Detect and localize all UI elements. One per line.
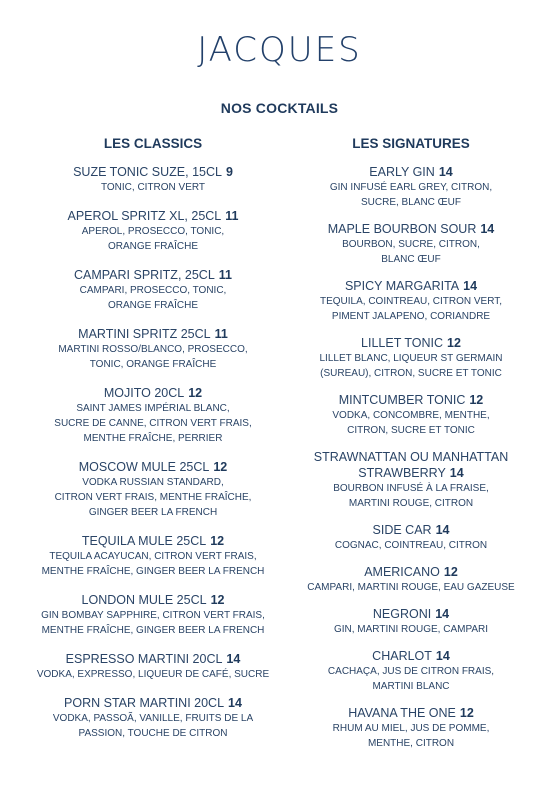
cocktail-ingredients: MENTHE FRAÎCHE, GINGER BEER LA FRENCH	[41, 625, 265, 636]
cocktail-price: 12	[443, 565, 458, 579]
cocktail-heading	[18, 651, 288, 667]
cocktail-ingredients: (SUREAU), CITRON, SUCRE ET TONIC	[320, 368, 502, 379]
cocktail-item	[276, 278, 546, 324]
column-title: LES CLASSICS	[103, 136, 203, 151]
cocktail-name: STRAWNATTAN OU MANHATTAN STRAWBERRY	[313, 450, 509, 480]
cocktail-price: 12	[469, 393, 484, 407]
cocktail-ingredients: GINGER BEER LA FRENCH	[88, 507, 218, 518]
cocktail-ingredients: CAMPARI, MARTINI ROUGE, EAU GAZEUSE	[307, 582, 515, 593]
cocktail-ingredients: TONIC, ORANGE FRAÎCHE	[89, 359, 217, 370]
cocktail-name: EARLY GIN	[369, 165, 435, 179]
cocktail-price: 12	[213, 460, 228, 474]
cocktail-name: LILLET TONIC	[361, 336, 444, 350]
cocktail-ingredients: GIN INFUSÉ EARL GREY, CITRON,	[329, 182, 493, 193]
cocktail-heading	[18, 208, 288, 224]
cocktail-name: CHARLOT	[372, 649, 432, 663]
cocktail-ingredients: MARTINI BLANC	[372, 681, 450, 692]
cocktail-price: 12	[210, 534, 225, 548]
cocktail-name: NEGRONI	[372, 607, 432, 621]
cocktail-name: PORN STAR MARTINI 20CL	[64, 696, 225, 710]
cocktail-ingredients: ORANGE FRAÎCHE	[107, 241, 198, 252]
cocktail-heading	[18, 592, 288, 608]
cocktail-ingredients: VODKA, EXPRESSO, LIQUEUR DE CAFÉ, SUCRE	[36, 669, 270, 680]
cocktail-price: 14	[480, 222, 495, 236]
cocktail-name: ESPRESSO MARTINI 20CL	[65, 652, 223, 666]
cocktail-ingredients: TEQUILA ACAYUCAN, CITRON VERT FRAIS,	[49, 551, 257, 562]
cocktail-ingredients: SUCRE, BLANC ŒUF	[360, 197, 461, 208]
cocktail-heading	[18, 267, 288, 283]
cocktail-name: SUZE TONIC SUZE, 15CL	[73, 165, 222, 179]
cocktail-price: 14	[228, 696, 242, 710]
cocktail-price: 9	[225, 165, 233, 179]
cocktail-price: 14	[226, 652, 241, 666]
cocktail-ingredients: LILLET BLANC, LIQUEUR ST GERMAIN	[319, 353, 503, 364]
cocktail-heading	[276, 648, 546, 664]
cocktail-ingredients: CACHAÇA, JUS DE CITRON FRAIS,	[327, 666, 495, 677]
cocktail-ingredients: ORANGE FRAÎCHE	[107, 300, 198, 311]
cocktail-ingredients: TONIC, CITRON VERT	[100, 182, 206, 193]
cocktail-ingredients: RHUM AU MIEL, JUS DE POMME,	[332, 723, 490, 734]
cocktail-price: 14	[449, 466, 464, 480]
cocktail-heading	[276, 606, 546, 622]
cocktail-heading	[18, 385, 288, 401]
cocktail-name: MOJITO 20CL	[103, 386, 185, 400]
cocktail-heading	[276, 278, 546, 294]
cocktail-list	[18, 164, 288, 741]
cocktail-price: 12	[447, 336, 461, 350]
cocktail-ingredients: COGNAC, COINTREAU, CITRON	[334, 540, 488, 551]
cocktail-ingredients: CAMPARI, PROSECCO, TONIC,	[79, 285, 227, 296]
cocktail-price: 14	[435, 649, 450, 663]
cocktail-heading	[276, 564, 546, 580]
cocktail-price: 14	[435, 523, 450, 537]
cocktail-item	[18, 267, 288, 313]
cocktail-ingredients: BLANC ŒUF	[381, 254, 441, 265]
cocktail-name: CAMPARI SPRITZ, 25CL	[74, 268, 215, 282]
section-title: NOS COCKTAILS	[220, 100, 339, 116]
cocktail-name: MAPLE BOURBON SOUR	[327, 222, 477, 236]
cocktail-name: MINTCUMBER TONIC	[338, 393, 466, 407]
cocktail-item	[276, 392, 546, 438]
cocktail-item	[18, 651, 288, 682]
column-classics	[18, 136, 288, 754]
cocktail-price: 12	[188, 386, 203, 400]
cocktail-item	[276, 705, 546, 751]
cocktail-ingredients: BOURBON, SUCRE, CITRON,	[342, 239, 480, 250]
cocktail-name: HAVANA THE ONE	[348, 706, 456, 720]
cocktail-name: SIDE CAR	[372, 523, 432, 537]
cocktail-ingredients: MENTHE FRAÎCHE, GINGER BEER LA FRENCH	[41, 566, 265, 577]
cocktail-heading	[18, 164, 288, 180]
cocktail-ingredients: BOURBON INFUSÉ À LA FRAISE,	[333, 483, 489, 494]
cocktail-price: 14	[463, 279, 478, 293]
cocktail-item	[276, 648, 546, 694]
cocktail-name: AMERICANO	[364, 565, 440, 579]
cocktail-item	[276, 564, 546, 595]
cocktail-heading	[18, 695, 288, 711]
cocktail-item	[18, 326, 288, 372]
cocktail-item	[276, 164, 546, 210]
cocktail-ingredients: APEROL, PROSECCO, TONIC,	[81, 226, 225, 237]
cocktail-price: 14	[438, 165, 453, 179]
cocktail-name: SPICY MARGARITA	[344, 279, 460, 293]
cocktail-ingredients: TEQUILA, COINTREAU, CITRON VERT,	[319, 296, 503, 307]
cocktail-ingredients: MARTINI ROSSO/BLANCO, PROSECCO,	[58, 344, 248, 355]
cocktail-heading	[276, 221, 546, 237]
cocktail-item	[18, 695, 288, 741]
cocktail-price: 12	[459, 706, 474, 720]
cocktail-item	[18, 592, 288, 638]
cocktail-item	[18, 208, 288, 254]
cocktail-item	[18, 385, 288, 446]
cocktail-ingredients: VODKA, CONCOMBRE, MENTHE,	[332, 410, 490, 421]
cocktail-ingredients: SAINT JAMES IMPÉRIAL BLANC,	[76, 403, 230, 414]
column-title: LES SIGNATURES	[352, 136, 470, 151]
cocktail-ingredients: GIN BOMBAY SAPPHIRE, CITRON VERT FRAIS,	[41, 610, 265, 621]
cocktail-price: 11	[225, 209, 239, 223]
brand-logo: JACQUES	[197, 30, 362, 70]
cocktail-item	[276, 221, 546, 267]
cocktail-heading	[276, 449, 546, 481]
cocktail-ingredients: MENTHE FRAÎCHE, PERRIER	[83, 433, 223, 444]
cocktail-price: 11	[214, 327, 228, 341]
cocktail-list	[276, 164, 546, 751]
cocktail-ingredients: PIMENT JALAPENO, CORIANDRE	[331, 311, 491, 322]
cocktail-item	[18, 164, 288, 195]
cocktail-ingredients: PASSION, TOUCHE DE CITRON	[78, 728, 228, 739]
cocktail-item	[276, 449, 546, 511]
cocktail-ingredients: VODKA RUSSIAN STANDARD,	[82, 477, 224, 488]
cocktail-item	[18, 533, 288, 579]
cocktail-ingredients: SUCRE DE CANNE, CITRON VERT FRAIS,	[54, 418, 252, 429]
cocktail-name: TEQUILA MULE 25CL	[81, 534, 207, 548]
cocktail-ingredients: GIN, MARTINI ROUGE, CAMPARI	[333, 624, 489, 635]
cocktail-heading	[276, 522, 546, 538]
cocktail-ingredients: MARTINI ROUGE, CITRON	[348, 498, 474, 509]
cocktail-name: APEROL SPRITZ XL, 25CL	[67, 209, 222, 223]
cocktail-heading	[18, 326, 288, 342]
cocktail-item	[276, 606, 546, 637]
cocktail-ingredients: CITRON, SUCRE ET TONIC	[347, 425, 475, 436]
cocktail-heading	[18, 459, 288, 475]
cocktail-item	[276, 335, 546, 381]
cocktail-ingredients: MENTHE, CITRON	[367, 738, 455, 749]
cocktail-name: MOSCOW MULE 25CL	[78, 460, 210, 474]
cocktail-name: LONDON MULE 25CL	[81, 593, 207, 607]
cocktail-heading	[276, 705, 546, 721]
cocktail-price: 12	[210, 593, 225, 607]
cocktail-heading	[18, 533, 288, 549]
cocktail-item	[18, 459, 288, 520]
cocktail-item	[276, 522, 546, 553]
cocktail-price: 14	[435, 607, 450, 621]
cocktail-name: MARTINI SPRITZ 25CL	[78, 327, 211, 341]
cocktail-ingredients: VODKA, PASSOÃ, VANILLE, FRUITS DE LA	[52, 713, 254, 724]
cocktail-ingredients: CITRON VERT FRAIS, MENTHE FRAÎCHE,	[54, 492, 252, 503]
cocktail-heading	[276, 164, 546, 180]
column-signatures	[276, 136, 546, 762]
cocktail-heading	[276, 392, 546, 408]
cocktail-heading	[276, 335, 546, 351]
cocktail-price: 11	[218, 268, 232, 282]
